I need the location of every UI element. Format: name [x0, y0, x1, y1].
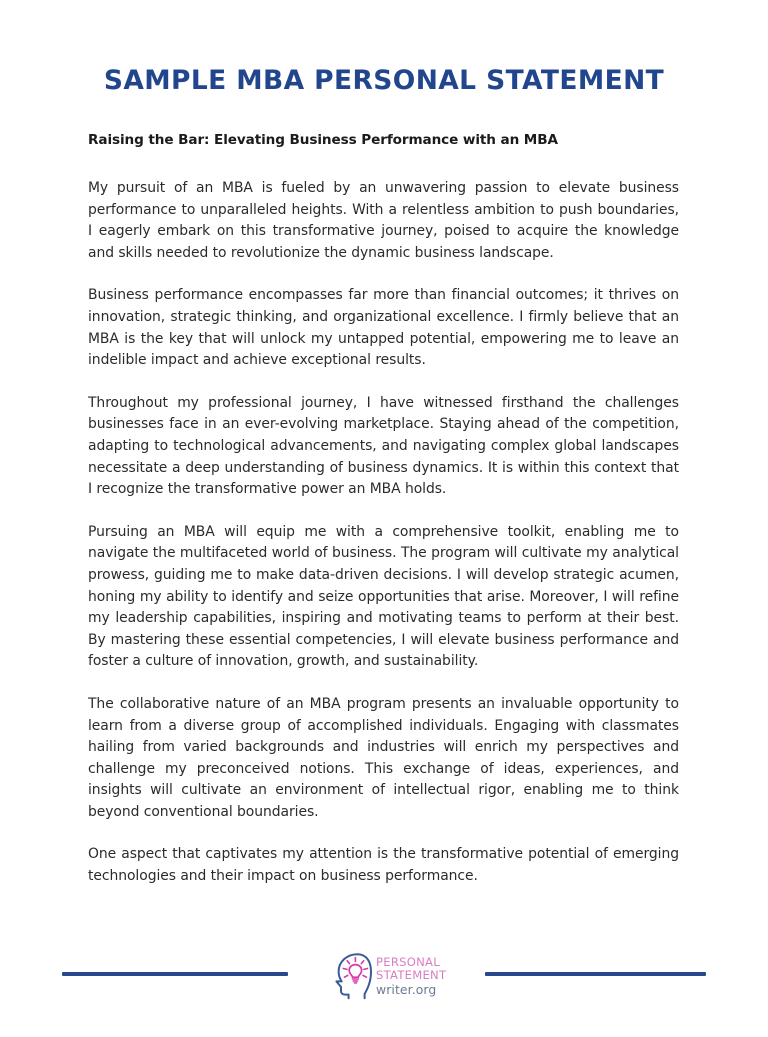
footer-divider-left — [62, 972, 288, 976]
essay-subheading: Raising the Bar: Elevating Business Performance with an MBA — [88, 132, 558, 148]
brand-name-line-2: STATEMENT — [376, 968, 447, 983]
brand-logo-text — [376, 955, 446, 998]
body-paragraph: Pursuing an MBA will equip me with a comprehensive toolkit, enabling me to navigate the multifaceted world of business. The program will cultivate my analytical prowess, guiding me to make data-driven decisions. I will develop strategic acumen, honing my ability to identify and seize opportunities that arise. Moreover, I will refine my leadership capabilities, inspiring and motivating teams to perform at their best. By mastering these essential competencies, I will elevate business performance and foster a culture of innovation, growth, and sustainability. — [88, 523, 679, 670]
body-paragraph: Throughout my professional journey, I have witnessed firsthand the challenges businesses face in an ever-evolving marketplace. Staying ahead of the competition, adapting to technological advancements, and navigating complex global landscapes necessitate a deep understanding of business dynamics. It is within this context that I recognize the transformative power an MBA holds. — [88, 394, 679, 498]
body-paragraph: Business performance encompasses far more than financial outcomes; it thrives on innovation, strategic thinking, and organizational excellence. I firmly believe that an MBA is the key that will unlock my untapped potential, empowering me to leave an indelible impact and achieve exceptional results. — [88, 287, 679, 369]
page-title: SAMPLE MBA PERSONAL STATEMENT — [103, 64, 665, 96]
brand-domain: writer.org — [376, 981, 437, 997]
footer-divider-right — [485, 972, 706, 976]
head-lightbulb-icon — [330, 951, 372, 1001]
page-footer — [0, 928, 768, 1018]
brand-logo — [330, 948, 452, 1004]
body-paragraph: The collaborative nature of an MBA program presents an invaluable opportunity to learn from a diverse group of accomplished individuals. Engaging with classmates hailing from varied backgrounds and industries will enrich my perspectives and challenge my preconceived notions. This exchange of ideas, experiences, and insights will cultivate an environment of intellectual rigor, enabling me to think beyond conventional boundaries. — [88, 695, 679, 820]
brand-name-line-1: PERSONAL — [376, 954, 440, 969]
body-paragraph: My pursuit of an MBA is fueled by an unwavering passion to elevate business performance to unparalleled heights. With a relentless ambition to push boundaries, I eagerly embark on this transformative journey, poised to acquire the knowledge and skills needed to revolutionize the dynamic business landscape. — [88, 180, 679, 261]
body-paragraph: One aspect that captivates my attention is the transformative potential of emerging technologies and their impact on business performance. — [88, 846, 679, 885]
document-body — [88, 131, 679, 888]
